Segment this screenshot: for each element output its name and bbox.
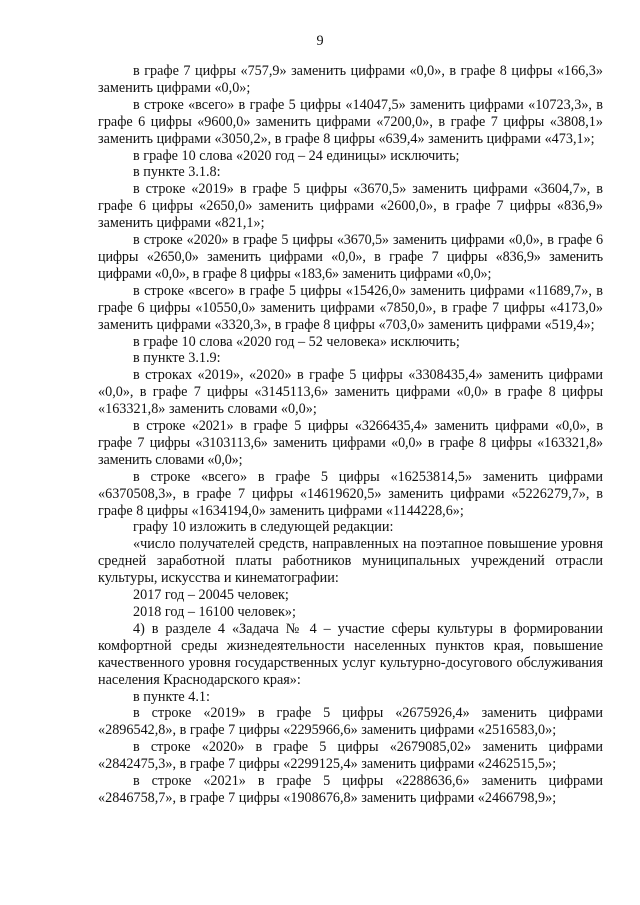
paragraph: в строке «всего» в графе 5 цифры «14047,5» заменить цифрами «10723,3», в графе 6 цифры «9600,0» заменить цифрами «7200,0», в графе 7 цифры «3808,1» заменить цифрами «3050,2», в графе 8 цифры «639,4» заменить цифрами «473,1»; — [98, 96, 603, 147]
paragraph: 4) в разделе 4 «Задача № 4 – участие сферы культуры в формировании комфортной среды жизнедеятельности населенных пунктов края, повышение качественного уровня государственных услуг культурно-досугового обслуживания населения Краснодарского края»: — [98, 620, 603, 688]
paragraph: в пункте 3.1.8: — [133, 164, 221, 181]
paragraph: в строке «всего» в графе 5 цифры «16253814,5» заменить цифрами «6370508,3», в графе 7 цифры «14619620,5» заменить цифрами «5226279,7», в графе 8 цифры «1634194,0» заменить цифрами «1144228,6»; — [98, 468, 603, 519]
paragraph: в графе 10 слова «2020 год – 24 единицы» исключить; — [133, 147, 460, 164]
paragraph: в графе 7 цифры «757,9» заменить цифрами «0,0», в графе 8 цифры «166,3» заменить цифрами «0,0»; — [98, 63, 603, 96]
paragraph: 2018 год – 16100 человек»; — [133, 604, 296, 620]
document-body — [98, 63, 603, 807]
paragraph: «число получателей средств, направленных на поэтапное повышение уровня средней заработной платы работников муниципальных учреждений отрасли культуры, искусства и кинематографии: — [98, 536, 603, 587]
paragraph: в строке «2019» в графе 5 цифры «2675926,4» заменить цифрами «2896542,8», в графе 7 цифры «2295966,6» заменить цифрами «2516583,0»; — [98, 705, 603, 739]
page-number: 9 — [316, 33, 324, 49]
paragraph: в строке «2020» в графе 5 цифры «2679085,02» заменить цифрами «2842475,3», в графе 7 цифры «2299125,4» заменить цифрами «2462515,5»; — [98, 739, 603, 773]
paragraph: в строке «2021» в графе 5 цифры «3266435,4» заменить цифрами «0,0», в графе 7 цифры «3103113,6» заменить цифрами «0,0» в графе 8 цифры «163321,8» заменить словами «0,0»; — [98, 418, 603, 468]
paragraph: в пункте 4.1: — [133, 688, 210, 705]
paragraph: в строках «2019», «2020» в графе 5 цифры «3308435,4» заменить цифрами «0,0», в графе 7 цифры «3145113,6» заменить цифрами «0,0» в графе 8 цифры «163321,8» заменить словами «0,0»; — [98, 367, 603, 418]
paragraph: в строке «2020» в графе 5 цифры «3670,5» заменить цифрами «0,0», в графе 6 цифры «2650,0» заменить цифрами «0,0», в графе 7 цифры «836,9» заменить цифрами «0,0», в графе 8 цифры «183,6» заменить цифрами «0,0»; — [98, 232, 603, 282]
paragraph: в пункте 3.1.9: — [133, 350, 221, 367]
paragraph: в строке «2021» в графе 5 цифры «2288636,6» заменить цифрами «2846758,7», в графе 7 цифры «1908676,8» заменить цифрами «2466798,9»; — [98, 773, 603, 806]
paragraph: в строке «всего» в графе 5 цифры «15426,0» заменить цифрами «11689,7», в графе 6 цифры «10550,0» заменить цифрами «7850,0», в графе 7 цифры «4173,0» заменить цифрами «3320,3», в графе 8 цифры «703,0» заменить цифрами «519,4»; — [98, 282, 603, 333]
paragraph: 2017 год – 20045 человек; — [133, 587, 289, 604]
paragraph: в графе 10 слова «2020 год – 52 человека» исключить; — [133, 333, 460, 350]
paragraph: графу 10 изложить в следующей редакции: — [133, 519, 394, 536]
paragraph: в строке «2019» в графе 5 цифры «3670,5» заменить цифрами «3604,7», в графе 6 цифры «2650,0» заменить цифрами «2600,0», в графе 7 цифры «836,9» заменить цифрами «821,1»; — [98, 181, 603, 232]
